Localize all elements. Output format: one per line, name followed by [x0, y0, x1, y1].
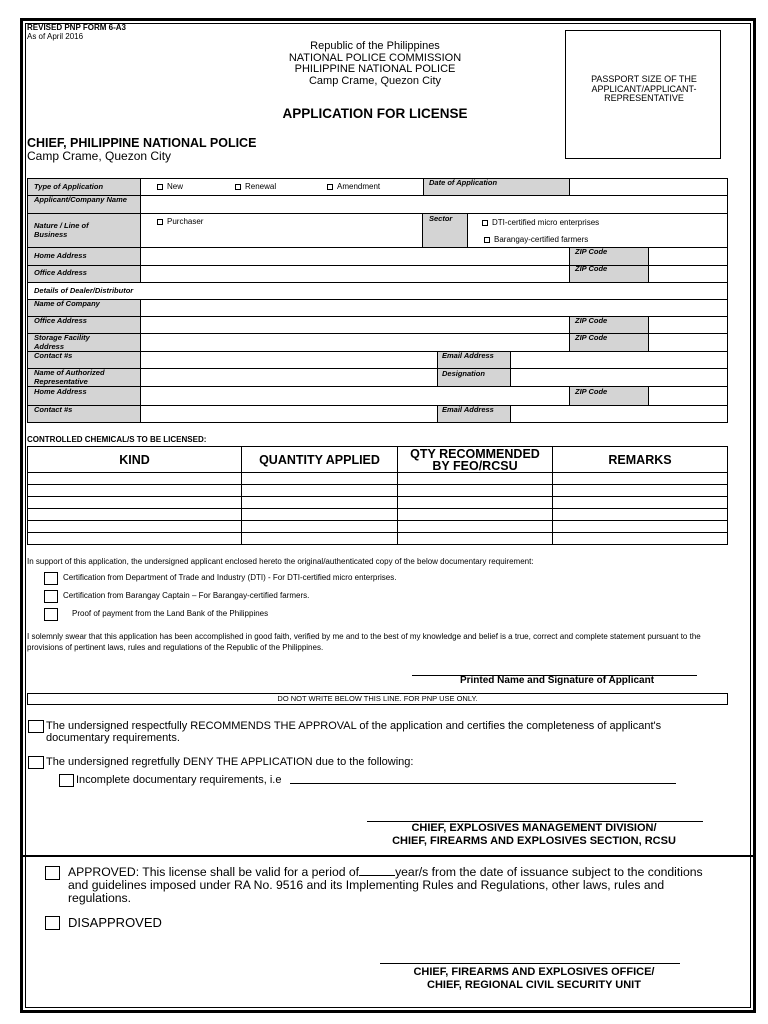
authorized-rep-field[interactable] — [141, 369, 437, 386]
date-of-application-field[interactable] — [570, 179, 727, 195]
checkbox-approved[interactable] — [45, 866, 60, 880]
table-cell[interactable] — [242, 497, 398, 509]
signatory1-block — [352, 822, 716, 847]
dealer-office-address-field[interactable] — [141, 317, 569, 333]
as-of-date: As of April 2016 — [27, 32, 84, 41]
page-title: APPLICATION FOR LICENSE — [282, 106, 468, 121]
table-row — [28, 473, 728, 485]
col-qty-recommended: QTY RECOMMENDED BY FEO/RCSU — [398, 447, 553, 473]
chemicals-heading: CONTROLLED CHEMICAL/S TO BE LICENSED: — [27, 435, 207, 444]
table-cell[interactable] — [553, 533, 728, 545]
label-sector: Sector — [429, 214, 453, 223]
signatory1-title1: CHIEF, EXPLOSIVES MANAGEMENT DIVISION/ — [411, 822, 657, 834]
label-designation: Designation — [442, 369, 485, 378]
label-email-address-2: Email Address — [442, 405, 494, 414]
table-cell[interactable] — [398, 521, 553, 533]
label-zip-code-2: ZIP Code — [575, 264, 608, 273]
checkbox-disapproved[interactable] — [45, 916, 60, 930]
requirements-intro: In support of this application, the undersigned applicant enclosed hereto the original/authenticated copy of the below documentary requirement: — [27, 557, 534, 566]
zip-code-field-1[interactable] — [649, 248, 727, 265]
checkbox-dti-certification[interactable] — [44, 572, 58, 585]
label-authorized-rep: Name of Authorized Representative — [34, 368, 105, 386]
table-cell[interactable] — [28, 485, 242, 497]
label-applicant-name: Applicant/Company Name — [34, 195, 127, 204]
checkbox-landbank-payment[interactable] — [44, 608, 58, 621]
email-field-1[interactable] — [511, 352, 727, 368]
table-cell[interactable] — [553, 485, 728, 497]
form-code: REVISED PNP FORM 6-A3 — [27, 23, 126, 32]
table-cell[interactable] — [28, 473, 242, 485]
table-cell[interactable] — [242, 473, 398, 485]
company-name-field[interactable] — [141, 300, 727, 316]
applicant-signature-label: Printed Name and Signature of Applicant — [459, 675, 655, 686]
table-cell[interactable] — [398, 485, 553, 497]
applicant-name-field[interactable] — [141, 196, 727, 213]
option-dti[interactable]: DTI-certified micro enterprises — [482, 218, 599, 227]
table-row — [28, 497, 728, 509]
table-cell[interactable] — [553, 521, 728, 533]
label-dealer-details: Details of Dealer/Distributor — [34, 286, 134, 295]
label-email-address-1: Email Address — [442, 351, 494, 360]
addressee-title: CHIEF, PHILIPPINE NATIONAL POLICE — [27, 136, 257, 150]
col-quantity-applied: QUANTITY APPLIED — [242, 447, 398, 473]
option-new[interactable]: New — [157, 182, 183, 191]
checkbox-purchaser[interactable] — [157, 219, 163, 225]
option-amendment[interactable]: Amendment — [327, 182, 380, 191]
deny-text: The undersigned regretfully DENY THE APPLICATION due to the following: — [46, 756, 414, 768]
table-cell[interactable] — [242, 533, 398, 545]
signatory2-line[interactable] — [380, 963, 680, 964]
table-row — [28, 521, 728, 533]
chemicals-table — [27, 446, 728, 545]
photo-box-label: PASSPORT SIZE OF THE APPLICANT/APPLICANT-REPRESENTATIVE — [591, 74, 697, 103]
email-field-2[interactable] — [511, 406, 727, 422]
location-line: Camp Crame, Quezon City — [308, 74, 442, 87]
pnp-use-notice: DO NOT WRITE BELOW THIS LINE. FOR PNP USE ONLY. — [277, 694, 478, 703]
label-home-address: Home Address — [34, 251, 87, 260]
oath-text: I solemnly swear that this application has been accomplished in good faith, verified by me and to the best of my knowledge and belief is a true, correct and complete statement pursuant to the provisions of pertinent laws, rules and regulations of the Republic of the Philippines. — [27, 632, 701, 652]
checkbox-new[interactable] — [157, 184, 163, 190]
approval-divider — [20, 855, 756, 857]
recommend-text: The undersigned respectfully RECOMMENDS THE APPROVAL of the application and certifies the completeness of applicant's documentary requirements. — [46, 720, 662, 744]
rep-home-address-field[interactable] — [141, 387, 569, 405]
approved-text: APPROVED: This license shall be valid for a period of year/s from the date of issuance subject to the conditions and guidelines imposed under RA No. 9516 and its Implementing Rules and Regulations, other laws, rules and regulations. — [68, 865, 703, 905]
incomplete-reason-line[interactable] — [290, 783, 676, 784]
checkbox-barangay[interactable] — [484, 237, 490, 243]
table-cell[interactable] — [553, 497, 728, 509]
pnp-use-banner — [27, 693, 728, 705]
label-nature-of-business: Nature / Line of Business — [34, 221, 89, 239]
option-purchaser[interactable]: Purchaser — [157, 217, 203, 226]
checkbox-amendment[interactable] — [327, 184, 333, 190]
table-row — [28, 485, 728, 497]
police-line: PHILIPPINE NATIONAL POLICE — [294, 63, 456, 75]
commission-line: NATIONAL POLICE COMMISSION — [288, 51, 462, 64]
label-contact-nos-2: Contact #s — [34, 405, 73, 414]
checkbox-barangay-certification[interactable] — [44, 590, 58, 603]
requirement-dti: Certification from Department of Trade and Industry (DTI) - For DTI-certified micro enterprises. — [63, 573, 397, 582]
disapproved-text: DISAPPROVED — [68, 915, 162, 930]
label-contact-nos-1: Contact #s — [34, 351, 73, 360]
storage-address-field[interactable] — [141, 334, 569, 351]
table-cell[interactable] — [28, 521, 242, 533]
contact-nos-field-1[interactable] — [141, 352, 437, 368]
validity-years-field[interactable] — [359, 865, 395, 876]
table-row — [28, 509, 728, 521]
office-address-field[interactable] — [141, 266, 569, 282]
table-cell[interactable] — [398, 509, 553, 521]
option-barangay[interactable]: Barangay-certified farmers — [484, 235, 588, 244]
table-cell[interactable] — [398, 497, 553, 509]
table-cell[interactable] — [28, 533, 242, 545]
contact-nos-field-2[interactable] — [141, 406, 437, 422]
table-cell[interactable] — [28, 509, 242, 521]
table-cell[interactable] — [28, 497, 242, 509]
label-storage-address: Storage Facility Address — [34, 333, 90, 351]
designation-field[interactable] — [511, 369, 727, 386]
option-renewal[interactable]: Renewal — [235, 182, 276, 191]
addressee-location: Camp Crame, Quezon City — [27, 149, 172, 163]
table-cell[interactable] — [553, 509, 728, 521]
label-zip-code-1: ZIP Code — [575, 247, 608, 256]
requirement-barangay: Certification from Barangay Captain – For Barangay-certified farmers. — [63, 591, 310, 600]
label-dealer-office-address: Office Address — [34, 316, 87, 325]
col-remarks: REMARKS — [553, 447, 728, 473]
signatory2-title2: CHIEF, REGIONAL CIVIL SECURITY UNIT — [427, 979, 641, 991]
checkbox-dti[interactable] — [482, 220, 488, 226]
label-zip-code-5: ZIP Code — [575, 387, 608, 396]
table-cell[interactable] — [242, 485, 398, 497]
applicant-form — [27, 178, 728, 423]
requirement-landbank: Proof of payment from the Land Bank of the Philippines — [72, 609, 269, 618]
label-type-of-application: Type of Application — [34, 182, 104, 191]
table-cell[interactable] — [398, 533, 553, 545]
checkbox-deny[interactable] — [28, 756, 44, 769]
signatory2-block — [352, 966, 716, 992]
checkbox-renewal[interactable] — [235, 184, 241, 190]
table-cell[interactable] — [398, 473, 553, 485]
label-date-of-application: Date of Application — [429, 178, 498, 187]
label-zip-code-3: ZIP Code — [575, 316, 608, 325]
passport-photo-box[interactable] — [565, 30, 721, 159]
signatory1-title2: CHIEF, FIREARMS AND EXPLOSIVES SECTION, RCSU — [392, 834, 676, 847]
agency-header — [250, 41, 500, 87]
label-zip-code-4: ZIP Code — [575, 333, 608, 342]
checkbox-recommend[interactable] — [28, 720, 44, 733]
home-address-field[interactable] — [141, 248, 569, 265]
table-cell[interactable] — [242, 509, 398, 521]
republic-line: Republic of the Philippines — [310, 40, 440, 52]
signatory2-title1: CHIEF, FIREARMS AND EXPLOSIVES OFFICE/ — [413, 966, 655, 978]
table-cell[interactable] — [553, 473, 728, 485]
checkbox-incomplete[interactable] — [59, 774, 74, 787]
incomplete-text: Incomplete documentary requirements, i.e — [76, 774, 282, 786]
col-kind: KIND — [28, 447, 242, 473]
label-company-name: Name of Company — [34, 299, 100, 308]
table-row — [28, 533, 728, 545]
label-rep-home-address: Home Address — [34, 387, 87, 396]
table-cell[interactable] — [242, 521, 398, 533]
label-office-address: Office Address — [34, 268, 87, 277]
